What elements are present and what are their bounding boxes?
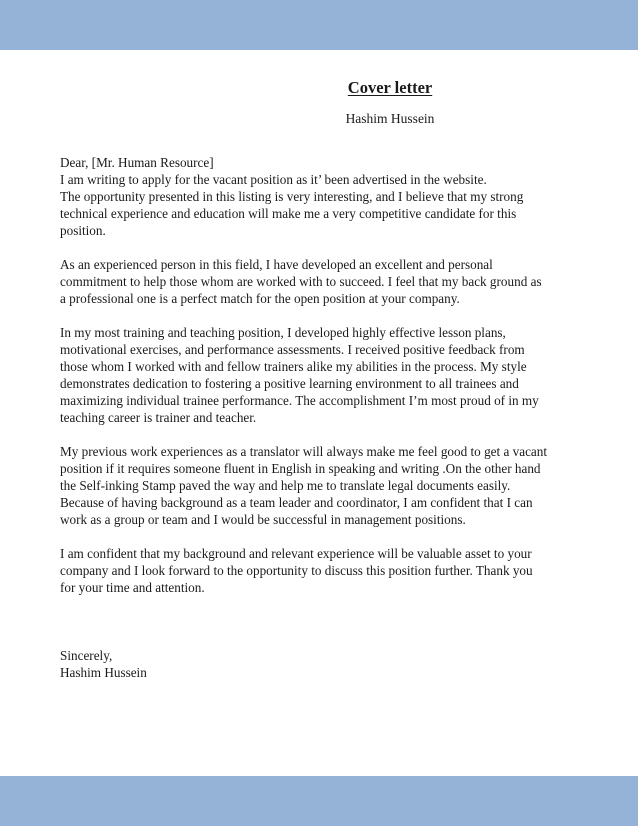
salutation: Dear, [Mr. Human Resource] [60,155,214,170]
paragraph-line: company and I look forward to the opportunity to discuss this position further. Thank you [60,563,533,578]
closing-block [60,647,600,681]
closing-phrase: Sincerely, [60,648,113,663]
cover-letter [60,76,600,681]
paragraph-line: commitment to help those whom are worked with to succeed. I feel that my back ground as [60,274,542,289]
paragraph-line: position if it requires someone fluent in English in speaking and writing .On the other hand [60,461,541,476]
paragraph-line: work as a group or team and I would be successful in management positions. [60,512,466,527]
translator-paragraph [60,443,600,528]
paragraph-line: The opportunity presented in this listing is very interesting, and I believe that my strong [60,189,524,204]
training-paragraph [60,324,600,426]
paragraph-line: the Self-inking Stamp paved the way and help me to translate legal documents easily. [60,478,511,493]
paragraph-line: demonstrates dedication to fostering a positive learning environment to all trainees and [60,376,519,391]
paragraph-line: maximizing individual trainee performance. The accomplishment I’m most proud of in my [60,393,539,408]
intro-line: I am writing to apply for the vacant position as it’ been advertised in the website. [60,172,487,187]
paragraph-line: position. [60,223,106,238]
paragraph-line: technical experience and education will make me a very competitive candidate for this [60,206,517,221]
experience-paragraph [60,256,600,307]
paragraph-line: I am confident that my background and relevant experience will be valuable asset to your [60,546,532,561]
document-title: Cover letter [347,78,433,97]
paragraph-line: My previous work experiences as a translator will always make me feel good to get a vacant [60,444,548,459]
paragraph-line: those whom I worked with and fellow trainers alike my abilities in the process. My style [60,359,527,374]
conclusion-paragraph [60,545,600,596]
paragraph-line: As an experienced person in this field, I have developed an excellent and personal [60,257,493,272]
paragraph-line: teaching career is trainer and teacher. [60,410,257,425]
author-name: Hashim Hussein [345,111,435,126]
paragraph-line: for your time and attention. [60,580,205,595]
paragraph-line: motivational exercises, and performance assessments. I received positive feedback from [60,342,525,357]
paragraph-line: a professional one is a perfect match for the open position at your company. [60,291,460,306]
opening-paragraph [60,154,600,239]
footer-band [0,776,638,826]
header-band [0,0,638,50]
signature-name: Hashim Hussein [60,665,147,680]
paragraph-line: Because of having background as a team leader and coordinator, I am confident that I can [60,495,533,510]
paragraph-line: In my most training and teaching position, I developed highly effective lesson plans, [60,325,506,340]
